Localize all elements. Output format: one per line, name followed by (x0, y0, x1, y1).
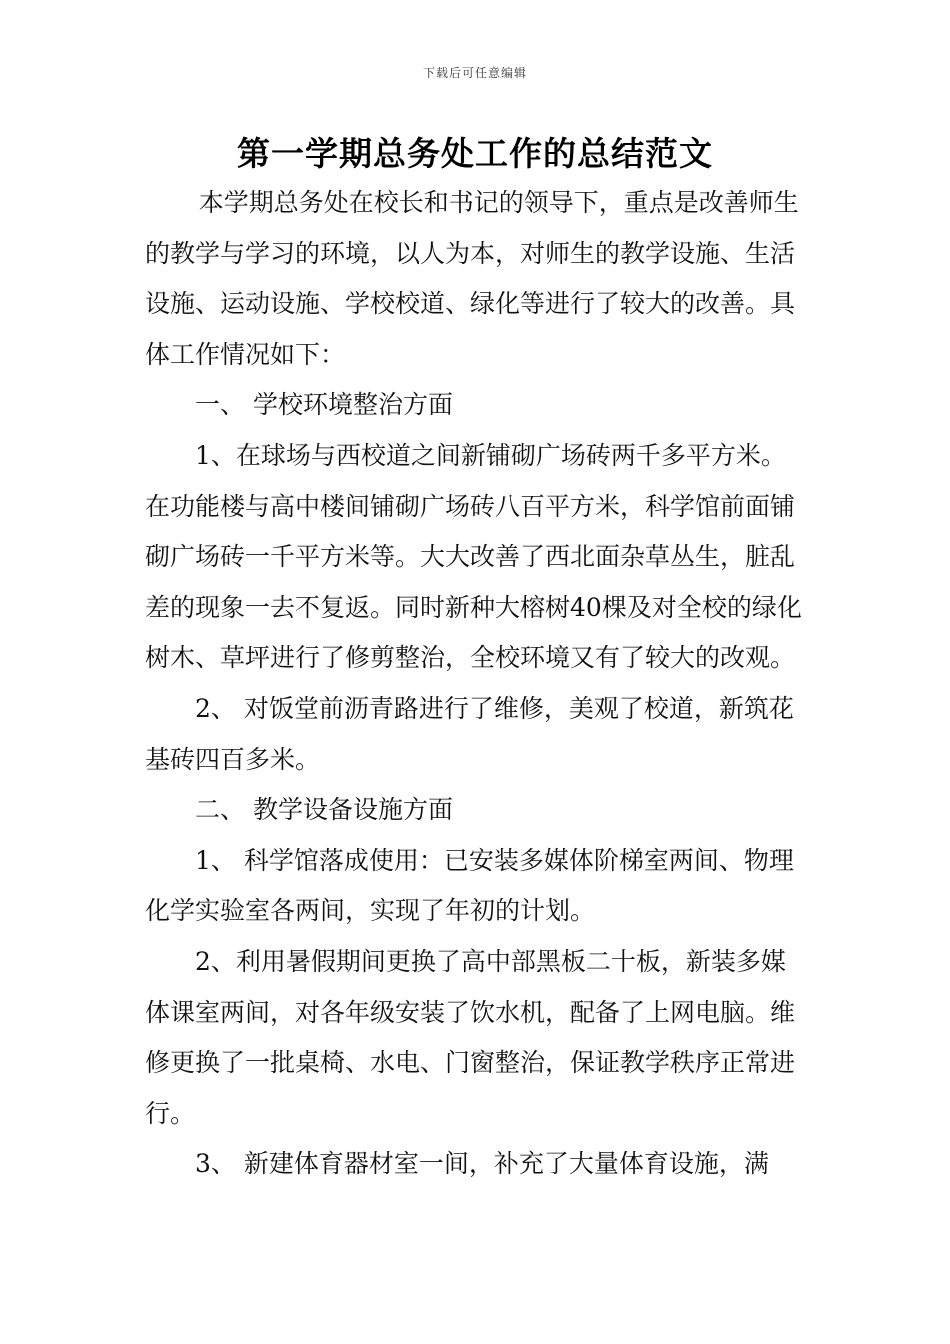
section-heading-environment: 一、 学校环境整治方面 (195, 390, 453, 420)
document-title: 第一学期总务处工作的总结范文 (237, 134, 713, 173)
paragraph-facilities-item-2: 2、利用暑假期间更换了高中部黑板二十板，新装多媒体课室两间，对各年级安装了饮水机，配备了上网电脑。维修更换了一批桌椅、水电、门窗整治，保证教学秩序正常进行。 (145, 946, 796, 1128)
document-body (145, 178, 807, 1190)
intro-paragraph: 本学期总务处在校长和书记的领导下，重点是改善师生的教学与学习的环境，以人为本，对师生的教学设施、生活设施、运动设施、学校校道、绿化等进行了较大的改善。具体工作情况如下： (145, 188, 799, 369)
paragraph-environment-item-1: 1、在球场与西校道之间新铺砌广场砖两千多平方米。在功能楼与高中楼间铺砌广场砖八百平方米，科学馆前面铺砌广场砖一千平方米等。大大改善了西北面杂草丛生，脏乱差的现象一去不复返。同时新种大榕树40棵及对全校的绿化树木、草坪进行了修剪整治，全校环境又有了较大的改观。 (145, 440, 802, 673)
header-note: 下载后可任意编辑 (422, 66, 527, 80)
section-heading-facilities: 二、 教学设备设施方面 (195, 795, 453, 825)
paragraph-environment-item-2: 2、 对饭堂前沥青路进行了维修，美观了校道，新筑花基砖四百多米。 (145, 693, 794, 774)
paragraph-facilities-item-3: 3、 新建体育器材室一间，补充了大量体育设施，满 (195, 1149, 769, 1179)
paragraph-facilities-item-1: 1、 科学馆落成使用：已安装多媒体阶梯室两间、物理化学实验室各两间，实现了年初的计划。 (145, 845, 794, 926)
